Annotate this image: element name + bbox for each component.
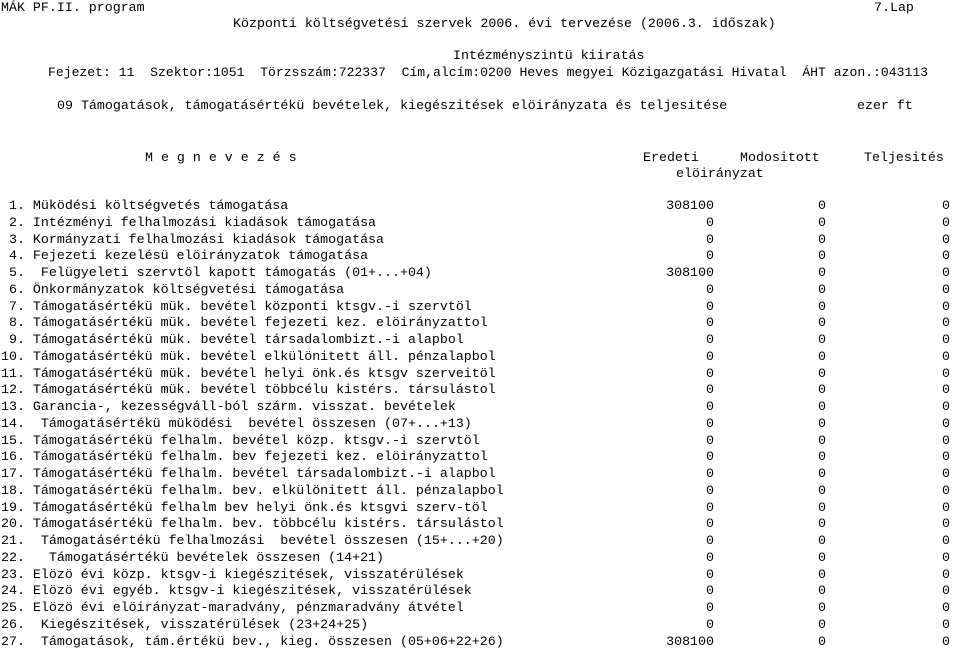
cell-modositott: 0 xyxy=(818,550,826,565)
cell-modositott: 0 xyxy=(818,332,826,347)
cell-modositott: 0 xyxy=(818,366,826,381)
cell-modositott: 0 xyxy=(818,215,826,230)
cell-teljesites: 0 xyxy=(942,366,950,381)
row-label: 9. Támogatásértékü mük. bevétel társadalombizt.-i alapbol xyxy=(1,332,464,347)
column-header-eredeti: Eredeti xyxy=(643,150,699,165)
row-label: 1. Müködési költségvetés támogatása xyxy=(1,198,289,213)
cell-modositott: 0 xyxy=(818,600,826,615)
cell-teljesites: 0 xyxy=(942,466,950,481)
row-label: 23. Elözö évi közp. ktsgv-i kiegészitések, visszatérülések xyxy=(1,567,464,582)
row-label: 25. Elözö évi elöirányzat-maradvány, pénzmaradvány átvétel xyxy=(1,600,464,615)
cell-eredeti: 0 xyxy=(706,500,714,515)
cell-teljesites: 0 xyxy=(942,617,950,632)
row-label: 13. Garancia-, kezességváll-ból szárm. visszat. bevételek xyxy=(1,399,456,414)
cell-teljesites: 0 xyxy=(942,600,950,615)
cell-modositott: 0 xyxy=(818,583,826,598)
cell-modositott: 0 xyxy=(818,265,826,280)
cell-teljesites: 0 xyxy=(942,265,950,280)
row-label: 3. Kormányzati felhalmozási kiadások támogatása xyxy=(1,232,385,247)
cell-eredeti: 0 xyxy=(706,382,714,397)
cell-eredeti: 0 xyxy=(706,399,714,414)
cell-eredeti: 0 xyxy=(706,232,714,247)
cell-teljesites: 0 xyxy=(942,282,950,297)
column-header-teljesites: Teljesités xyxy=(864,150,944,165)
unit-label: ezer ft xyxy=(857,98,913,113)
cell-eredeti: 0 xyxy=(706,466,714,481)
cell-teljesites: 0 xyxy=(942,215,950,230)
cell-eredeti: 0 xyxy=(706,366,714,381)
cell-modositott: 0 xyxy=(818,198,826,213)
cell-eredeti: 0 xyxy=(706,433,714,448)
cell-modositott: 0 xyxy=(818,232,826,247)
row-label: 16. Támogatásértékü felhalm. bev fejezeti kez. elöirányzattol xyxy=(1,449,488,464)
cell-teljesites: 0 xyxy=(942,583,950,598)
report-subtitle: Intézményszintü kiiratás xyxy=(453,48,645,63)
program-label: MÁK PF.II. program xyxy=(1,0,145,15)
cell-modositott: 0 xyxy=(818,399,826,414)
cell-teljesites: 0 xyxy=(942,533,950,548)
row-label: 10. Támogatásértékü mük. bevétel elkülönitett áll. pénzalapbol xyxy=(1,349,496,364)
cell-modositott: 0 xyxy=(818,382,826,397)
cell-eredeti: 0 xyxy=(706,416,714,431)
column-header-eredeti-line2: elöirányzat xyxy=(676,166,764,181)
cell-teljesites: 0 xyxy=(942,416,950,431)
cell-teljesites: 0 xyxy=(942,315,950,330)
cell-eredeti: 0 xyxy=(706,550,714,565)
row-label: 19. Támogatásértékü felhalm bev helyi önk.és ktsgvi szerv-töl xyxy=(1,500,488,515)
cell-modositott: 0 xyxy=(818,433,826,448)
row-label: 26. Kiegészitések, visszatérülések (23+24+25) xyxy=(1,617,369,632)
cell-modositott: 0 xyxy=(818,567,826,582)
cell-modositott: 0 xyxy=(818,449,826,464)
cell-eredeti: 308100 xyxy=(666,198,714,213)
cell-modositott: 0 xyxy=(818,483,826,498)
row-label: 2. Intézményi felhalmozási kiadások támogatása xyxy=(1,215,377,230)
cell-modositott: 0 xyxy=(818,500,826,515)
cell-eredeti: 308100 xyxy=(666,634,714,649)
cell-modositott: 0 xyxy=(818,617,826,632)
cell-modositott: 0 xyxy=(818,282,826,297)
cell-eredeti: 0 xyxy=(706,449,714,464)
cell-teljesites: 0 xyxy=(942,232,950,247)
cell-modositott: 0 xyxy=(818,315,826,330)
row-label: 11. Támogatásértékü mük. bevétel helyi önk.és ktsgv szerveitöl xyxy=(1,366,496,381)
cell-modositott: 0 xyxy=(818,416,826,431)
row-label: 4. Fejezeti kezelésü elöirányzatok támogatása xyxy=(1,248,369,263)
cell-modositott: 0 xyxy=(818,299,826,314)
page-number: 7.Lap xyxy=(874,0,914,15)
cell-teljesites: 0 xyxy=(942,634,950,649)
cell-modositott: 0 xyxy=(818,516,826,531)
row-label: 24. Elözö évi egyéb. ktsgv-i kiegészitések, visszatérülések xyxy=(1,583,472,598)
cell-teljesites: 0 xyxy=(942,332,950,347)
row-label: 18. Támogatásértékü felhalm. bev. elkülönitett áll. pénzalapbol xyxy=(1,483,504,498)
cell-modositott: 0 xyxy=(818,634,826,649)
cell-teljesites: 0 xyxy=(942,567,950,582)
cell-eredeti: 308100 xyxy=(666,265,714,280)
column-header-name: M e g n e v e z é s xyxy=(145,150,297,165)
cell-eredeti: 0 xyxy=(706,483,714,498)
cell-teljesites: 0 xyxy=(942,550,950,565)
cell-modositott: 0 xyxy=(818,466,826,481)
column-header-modositott: Modositott xyxy=(740,150,820,165)
row-label: 12. Támogatásértékü mük. bevétel többcélu kistérs. társulástol xyxy=(1,382,496,397)
cell-eredeti: 0 xyxy=(706,533,714,548)
cell-eredeti: 0 xyxy=(706,567,714,582)
cell-teljesites: 0 xyxy=(942,399,950,414)
row-label: 27. Támogatások, tám.értékü bev., kieg. összesen (05+06+22+26) xyxy=(1,634,504,649)
cell-teljesites: 0 xyxy=(942,433,950,448)
row-label: 8. Támogatásértékü mük. bevétel fejezeti kez. elöirányzattol xyxy=(1,315,488,330)
cell-eredeti: 0 xyxy=(706,617,714,632)
report-meta: Fejezet: 11 Szektor:1051 Törzsszám:722337 Cím,alcím:0200 Heves megyei Közigazgatási Hivatal ÁHT azon.:043113 xyxy=(48,65,929,80)
cell-eredeti: 0 xyxy=(706,600,714,615)
cell-eredeti: 0 xyxy=(706,332,714,347)
row-label: 20. Támogatásértékü felhalm. bev. többcélu kistérs. társulástol xyxy=(1,516,504,531)
cell-eredeti: 0 xyxy=(706,248,714,263)
cell-teljesites: 0 xyxy=(942,198,950,213)
cell-eredeti: 0 xyxy=(706,516,714,531)
cell-teljesites: 0 xyxy=(942,382,950,397)
cell-eredeti: 0 xyxy=(706,315,714,330)
section-title: 09 Támogatások, támogatásértékü bevételek, kiegészitések elöirányzata és teljesitése xyxy=(57,98,728,113)
cell-teljesites: 0 xyxy=(942,483,950,498)
cell-teljesites: 0 xyxy=(942,299,950,314)
cell-teljesites: 0 xyxy=(942,516,950,531)
row-label: 21. Támogatásértékü felhalmozási bevétel összesen (15+...+20) xyxy=(1,533,504,548)
cell-modositott: 0 xyxy=(818,533,826,548)
row-label: 14. Támogatásértékü müködési bevétel összesen (07+...+13) xyxy=(1,416,472,431)
cell-teljesites: 0 xyxy=(942,500,950,515)
row-label: 22. Támogatásértékü bevételek összesen (14+21) xyxy=(1,550,385,565)
report-title: Központi költségvetési szervek 2006. évi tervezése (2006.3. időszak) xyxy=(233,16,776,31)
cell-eredeti: 0 xyxy=(706,215,714,230)
row-label: 15. Támogatásértékü felhalm. bevétel közp. ktsgv.-i szervtöl xyxy=(1,433,480,448)
row-label: 17. Támogatásértékü felhalm. bevétel társadalombizt.-i alapbol xyxy=(1,466,496,481)
row-label: 5. Felügyeleti szervtöl kapott támogatás (01+...+04) xyxy=(1,265,432,280)
row-label: 6. Önkormányzatok költségvetési támogatása xyxy=(1,282,345,297)
cell-teljesites: 0 xyxy=(942,349,950,364)
cell-eredeti: 0 xyxy=(706,299,714,314)
cell-eredeti: 0 xyxy=(706,282,714,297)
cell-modositott: 0 xyxy=(818,349,826,364)
cell-modositott: 0 xyxy=(818,248,826,263)
cell-teljesites: 0 xyxy=(942,449,950,464)
cell-teljesites: 0 xyxy=(942,248,950,263)
cell-eredeti: 0 xyxy=(706,349,714,364)
cell-eredeti: 0 xyxy=(706,583,714,598)
row-label: 7. Támogatásértékü mük. bevétel központi ktsgv.-i szervtöl xyxy=(1,299,472,314)
